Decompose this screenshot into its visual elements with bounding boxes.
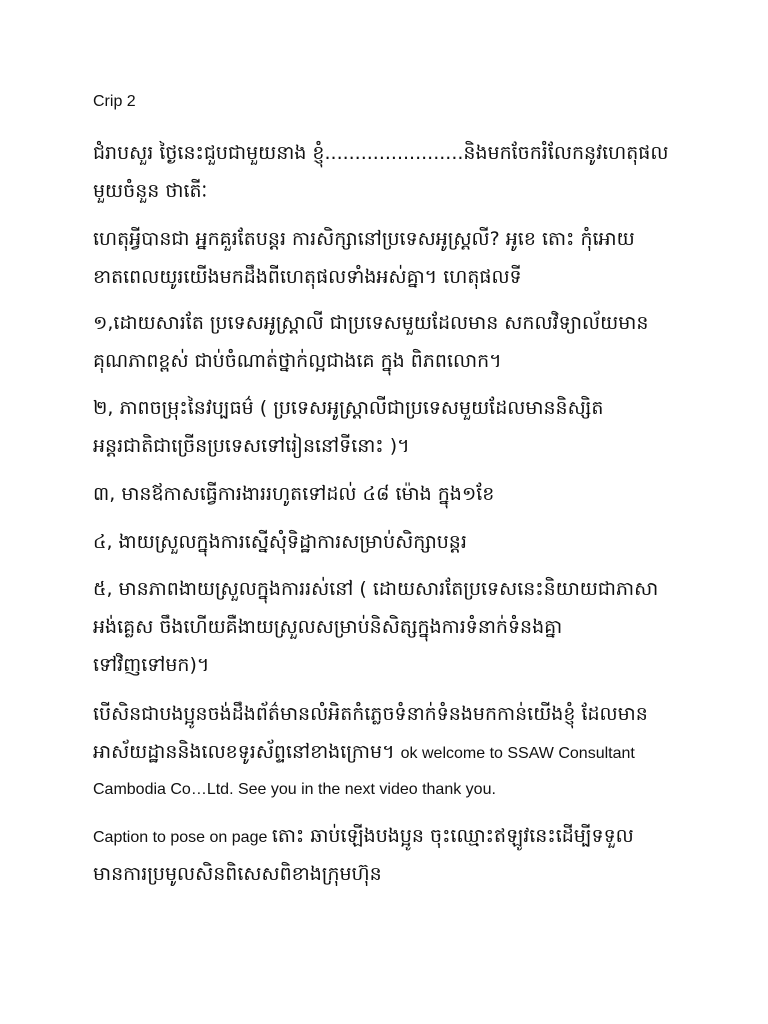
text-line: ជំរាបសួរ ថ្ងៃនេះជួបជាមួយនាង ខ្ញុំ.......................និងមកចែករំលែកនូវហេតុផល (93, 142, 669, 164)
text-segment: តោះ ឆាប់ឡើងបងប្អូន ចុះឈ្មោះឥឡូវនេះដើម្បីទទួល (271, 825, 634, 847)
text-line: គុណភាពខ្ពស់ ជាប់ចំណាត់ថ្នាក់ល្អជាងគេ ក្នុង ពិភពលោក។ (93, 350, 502, 372)
text-line: Cambodia Co…Ltd. See you in the next video thank you. (93, 781, 496, 798)
paragraph-reason-2 (93, 389, 713, 465)
text-line: ៤, ងាយស្រួលក្នុងការស្នើសុំទិដ្ឋាការសម្រាប់សិក្សាបន្តរ (93, 531, 467, 553)
paragraph-caption (93, 817, 713, 893)
text-line: ហេតុអ្វីបានជា អ្នកគួរតែបន្តរ ការសិក្សានៅប្រទេសអូស្ត្រលី? អូខេ តោះ កុំអោយ (93, 228, 635, 250)
text-line: អន្តរជាតិជាច្រើនប្រទេសទៅរៀននៅទីនោះ )។ (93, 435, 410, 457)
text-line: ១,ដោយសារតែ ប្រទេសអូស្ត្រាលី ជាប្រទេសមួយដែលមាន សកលវិទ្យាល័យមាន (93, 312, 649, 334)
paragraph-intro (93, 134, 713, 210)
paragraph-reason-5 (93, 570, 713, 684)
text-line (93, 817, 713, 855)
text-line: បើសិនជាបងប្អូនចង់ដឹងព័ត៌មានលំអិតកំភ្លេចទំនាក់ទំនងមកកាន់យើងខ្ញុំ ដែលមាន (93, 703, 648, 725)
paragraph-contact (93, 695, 713, 809)
text-segment: អាស័យដ្ឋាននិងលេខទូរស័ព្ទនៅខាងក្រោម។ (93, 741, 401, 763)
caption-label: Caption to pose on page (93, 829, 272, 846)
text-line: ទៅវិញទៅមក)។ (93, 654, 210, 676)
paragraph-reason-1 (93, 304, 713, 380)
text-line: ខាតពេលយូរយើងមកដឹងពីហេតុផលទាំងអស់គ្នា។ ហេតុផលទី (93, 266, 522, 288)
text-line: ៥, មានភាពងាយស្រួលក្នុងការរស់នៅ ( ដោយសារតែប្រទេសនេះនិយាយជាភាសា (93, 578, 659, 600)
text-line (93, 733, 713, 771)
text-line: អង់គ្លេស ចឹងហើយគឺងាយស្រួលសម្រាប់និសិត្សក្នុងការទំនាក់ទំនងគ្នា (93, 616, 563, 638)
text-line: មានការប្រមូលសិនពិសេសពិខាងក្រុមហ៊ុន (93, 863, 382, 885)
text-line: ២, ភាពចម្រុះនៃវប្បធម៌ ( ប្រទេសអូស្ត្រាលីជាប្រទេសមួយដែលមាននិស្សិត (93, 397, 604, 419)
paragraph-reason-4 (93, 523, 713, 561)
text-line: មួយចំនួន ថាតើៈ (93, 180, 208, 202)
document-title: Crip 2 (93, 93, 136, 110)
text-segment-latin: ok welcome to SSAW Consultant (400, 745, 635, 762)
paragraph-question (93, 220, 713, 296)
paragraph-reason-3 (93, 475, 713, 513)
text-line: ៣, មានឪកាសធ្វើការងាររហូតទៅដល់ ៤៨ ម៉ោង ក្នុង១ខែ (93, 483, 495, 505)
